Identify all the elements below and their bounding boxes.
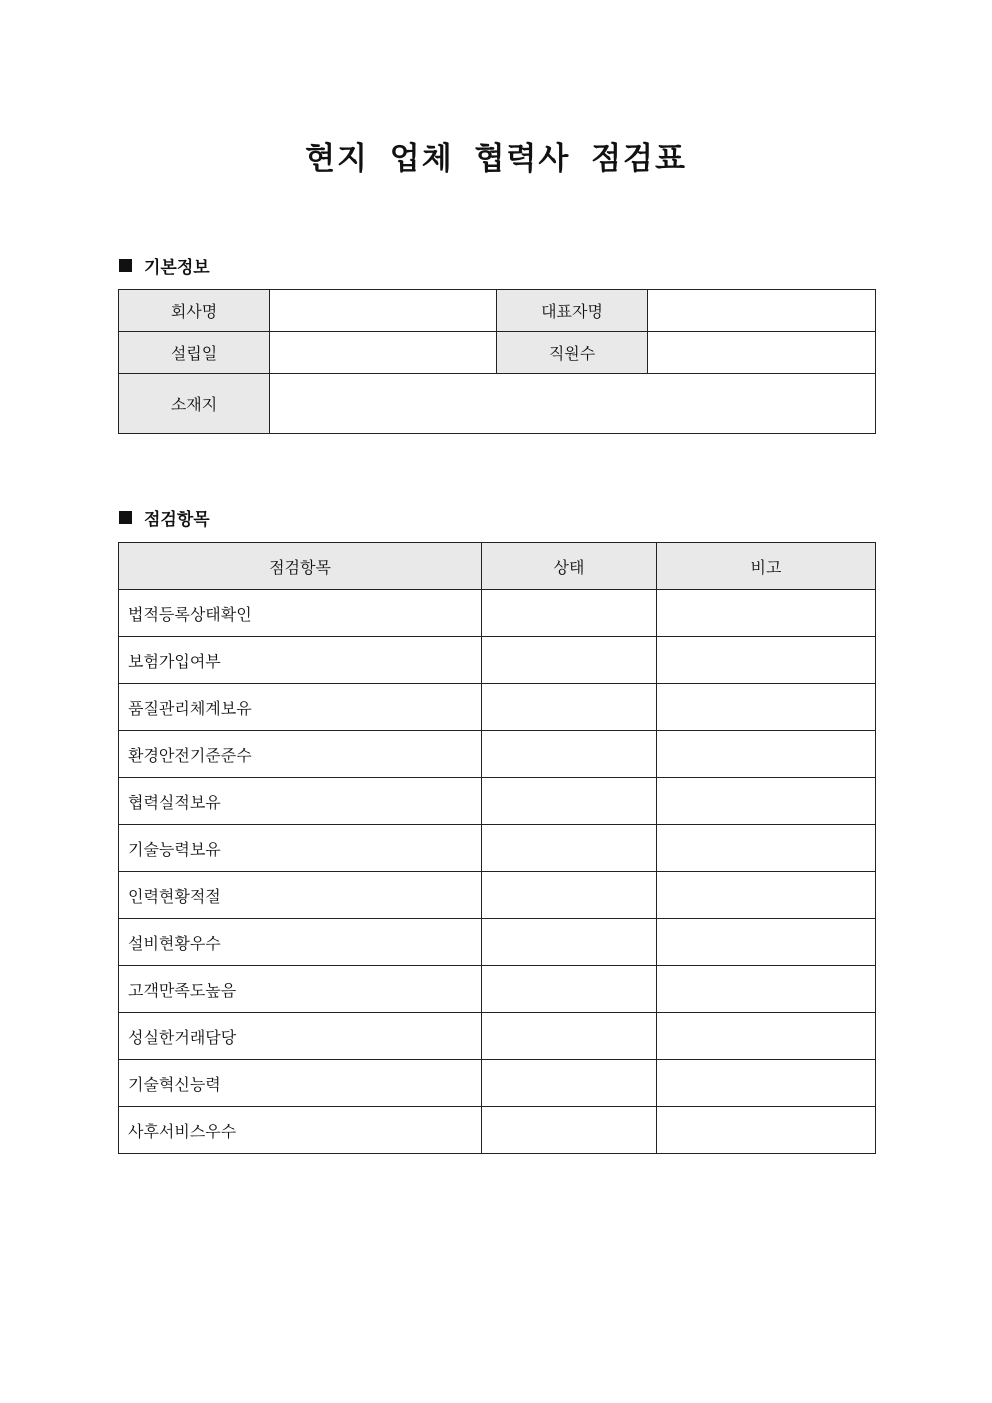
table-row: [119, 825, 876, 872]
status-cell[interactable]: [482, 637, 657, 684]
company-name-field[interactable]: [270, 290, 497, 332]
check-item-label: 사후서비스우수: [119, 1107, 482, 1154]
note-cell[interactable]: [657, 919, 876, 966]
checklist-header-row: [119, 543, 876, 590]
status-cell[interactable]: [482, 919, 657, 966]
status-cell[interactable]: [482, 684, 657, 731]
check-item-label: 환경안전기준준수: [119, 731, 482, 778]
checklist-table: [118, 542, 876, 1154]
employees-field[interactable]: [648, 332, 876, 374]
basic-info-row: [119, 290, 876, 332]
check-item-label: 성실한거래담당: [119, 1013, 482, 1060]
established-label: 설립일: [119, 332, 270, 374]
table-row: [119, 872, 876, 919]
status-cell[interactable]: [482, 966, 657, 1013]
table-row: [119, 966, 876, 1013]
check-item-label: 기술능력보유: [119, 825, 482, 872]
check-item-label: 설비현황우수: [119, 919, 482, 966]
table-row: [119, 684, 876, 731]
status-cell[interactable]: [482, 825, 657, 872]
note-cell[interactable]: [657, 825, 876, 872]
column-header-status: 상태: [482, 543, 657, 590]
checklist-body: [119, 590, 876, 1154]
basic-info-table: [118, 289, 876, 434]
address-field[interactable]: [270, 374, 876, 434]
company-name-label: 회사명: [119, 290, 270, 332]
established-field[interactable]: [270, 332, 497, 374]
table-row: [119, 1107, 876, 1154]
note-cell[interactable]: [657, 966, 876, 1013]
note-cell[interactable]: [657, 872, 876, 919]
basic-info-row: [119, 332, 876, 374]
employees-label: 직원수: [497, 332, 648, 374]
status-cell[interactable]: [482, 1060, 657, 1107]
checklist-heading-label: 점검항목: [144, 510, 210, 530]
table-row: [119, 778, 876, 825]
basic-info-row: [119, 374, 876, 434]
status-cell[interactable]: [482, 778, 657, 825]
representative-field[interactable]: [648, 290, 876, 332]
status-cell[interactable]: [482, 731, 657, 778]
table-row: [119, 1013, 876, 1060]
check-item-label: 보험가입여부: [119, 637, 482, 684]
note-cell[interactable]: [657, 684, 876, 731]
basic-info-heading: [119, 253, 210, 278]
note-cell[interactable]: [657, 590, 876, 637]
address-label: 소재지: [119, 374, 270, 434]
status-cell[interactable]: [482, 872, 657, 919]
note-cell[interactable]: [657, 778, 876, 825]
basic-info-heading-label: 기본정보: [144, 258, 210, 278]
square-bullet-icon: [119, 259, 132, 272]
column-header-item: 점검항목: [119, 543, 482, 590]
check-item-label: 기술혁신능력: [119, 1060, 482, 1107]
check-item-label: 고객만족도높음: [119, 966, 482, 1013]
table-row: [119, 919, 876, 966]
status-cell[interactable]: [482, 1013, 657, 1060]
check-item-label: 품질관리체계보유: [119, 684, 482, 731]
table-row: [119, 590, 876, 637]
table-row: [119, 731, 876, 778]
note-cell[interactable]: [657, 731, 876, 778]
note-cell[interactable]: [657, 637, 876, 684]
check-item-label: 협력실적보유: [119, 778, 482, 825]
check-item-label: 인력현황적절: [119, 872, 482, 919]
note-cell[interactable]: [657, 1060, 876, 1107]
table-row: [119, 637, 876, 684]
status-cell[interactable]: [482, 590, 657, 637]
checklist-heading: [119, 505, 210, 530]
square-bullet-icon: [119, 511, 132, 524]
document-title: 현지 업체 협력사 점검표: [305, 141, 687, 177]
table-row: [119, 1060, 876, 1107]
note-cell[interactable]: [657, 1107, 876, 1154]
note-cell[interactable]: [657, 1013, 876, 1060]
column-header-note: 비고: [657, 543, 876, 590]
status-cell[interactable]: [482, 1107, 657, 1154]
representative-label: 대표자명: [497, 290, 648, 332]
check-item-label: 법적등록상태확인: [119, 590, 482, 637]
